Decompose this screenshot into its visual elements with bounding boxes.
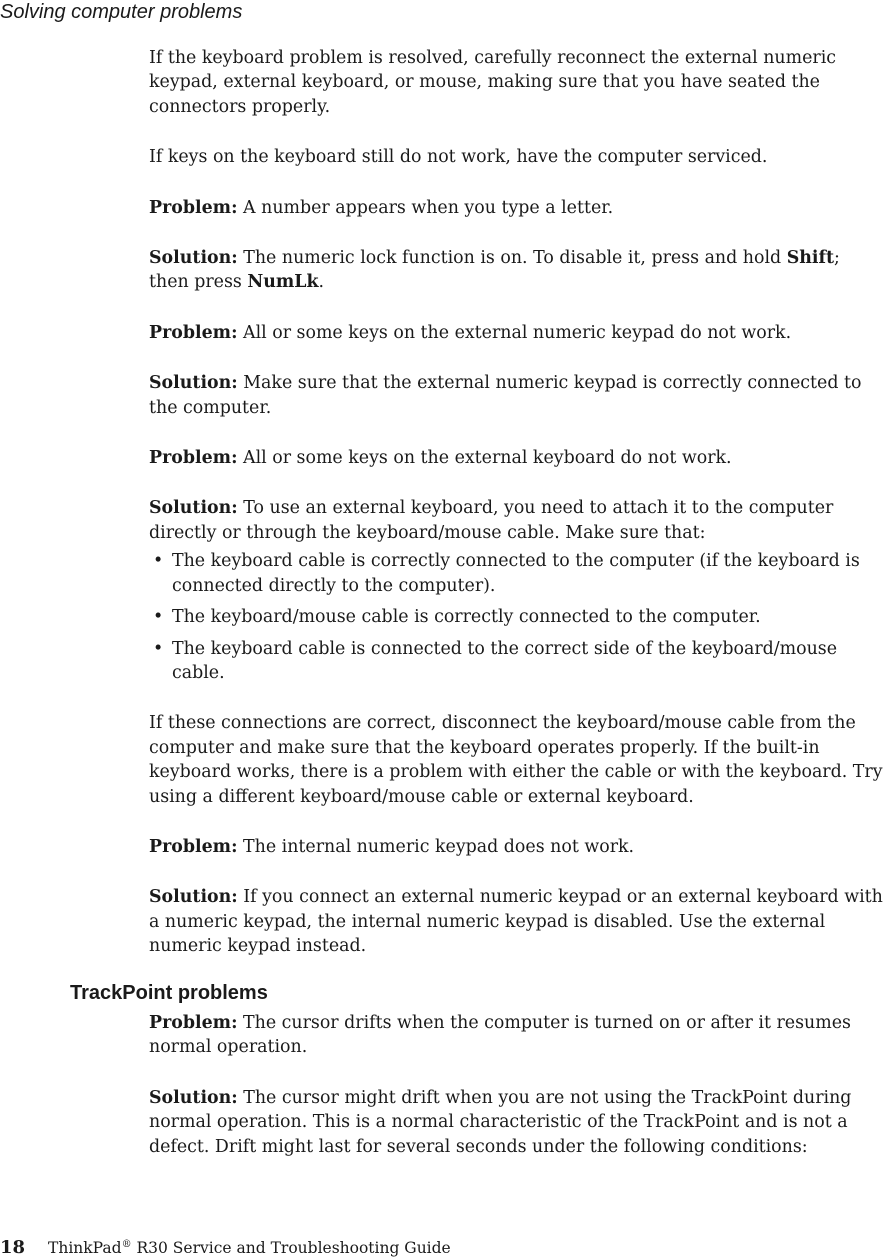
solution-external-keyboard xyxy=(149,496,884,545)
solution-numeric-lock xyxy=(149,246,884,295)
solution-label: Solution: xyxy=(149,887,238,908)
solution-text-c: . xyxy=(318,272,325,293)
page-footer xyxy=(0,1234,451,1259)
problem-text: The internal numeric keypad does not work. xyxy=(237,836,635,857)
paragraph-reconnect: If the keyboard problem is resolved, carefully reconnect the external numeric keypad, external keyboard, or mouse, making sure that you have seated the connectors properly. xyxy=(149,48,836,117)
problem-label: Problem: xyxy=(149,1013,238,1033)
bullet-icon: • xyxy=(153,607,164,628)
bullet-icon: • xyxy=(153,638,164,659)
problem-label: Problem: xyxy=(149,197,238,218)
footer-title xyxy=(48,1239,451,1257)
registered-mark: ® xyxy=(121,1239,132,1250)
problem-label: Problem: xyxy=(149,836,238,857)
problem-internal-keypad xyxy=(149,835,884,859)
problem-external-keyboard xyxy=(149,446,884,470)
solution-label: Solution: xyxy=(149,498,238,519)
list-item-text: The keyboard cable is correctly connected to the computer (if the keyboard is connected directly to the computer). xyxy=(172,551,860,596)
main-content xyxy=(149,46,884,959)
problem-number-appears xyxy=(149,196,884,220)
solution-cursor-drift xyxy=(149,1086,884,1159)
problem-cursor-drift xyxy=(149,1011,884,1060)
problem-label: Problem: xyxy=(149,322,238,343)
list-item xyxy=(149,637,884,686)
trackpoint-content xyxy=(149,1011,884,1159)
solution-text-a: The numeric lock function is on. To disable it, press and hold xyxy=(237,248,787,269)
problem-label: Problem: xyxy=(149,448,238,469)
page-number: 18 xyxy=(0,1237,26,1258)
bullet-list xyxy=(149,549,884,685)
problem-text: A number appears when you type a letter. xyxy=(237,197,614,218)
list-item xyxy=(149,549,884,598)
solution-text: To use an external keyboard, you need to attach it to the computer directly or through the keyboard/mouse cable. Make sure that: xyxy=(149,498,834,543)
problem-text: All or some keys on the external numeric keypad do not work. xyxy=(237,322,792,343)
solution-text: Make sure that the external numeric keypad is correctly connected to the computer. xyxy=(149,373,862,418)
list-item xyxy=(149,605,884,629)
paragraph-serviced: If keys on the keyboard still do not work, have the computer serviced. xyxy=(149,147,768,168)
solution-text-b: ; then press xyxy=(149,248,840,293)
solution-label: Solution: xyxy=(149,373,238,394)
key-numlk: NumLk xyxy=(247,272,319,293)
list-item-text: The keyboard/mouse cable is correctly connected to the computer. xyxy=(172,607,761,628)
key-shift: Shift xyxy=(786,248,835,269)
list-item-text: The keyboard cable is connected to the correct side of the keyboard/mouse cable. xyxy=(172,638,838,683)
paragraph-connections: If these connections are correct, disconnect the keyboard/mouse cable from the computer and make sure that the keyboard operates properly. If the built-in keyboard works, there is a problem with either the cable or with the keyboard. Try using a different keyboard/mouse cable or external keyboard. xyxy=(149,713,883,807)
solution-internal-keypad xyxy=(149,885,884,958)
running-head: Solving computer problems xyxy=(0,1,243,23)
bullet-icon: • xyxy=(153,551,164,572)
problem-text: All or some keys on the external keyboard do not work. xyxy=(237,448,732,469)
solution-text: If you connect an external numeric keypad or an external keyboard with a numeric keypad, the internal numeric keypad is disabled. Use the external numeric keypad instead. xyxy=(149,887,883,957)
solution-text: The cursor might drift when you are not using the TrackPoint during normal operation. This is a normal characteristic of the TrackPoint and is not a defect. Drift might last for several seconds under the following conditions: xyxy=(149,1087,852,1157)
footer-title-b: R30 Service and Troubleshooting Guide xyxy=(131,1239,451,1257)
problem-external-keypad xyxy=(149,321,884,345)
problem-text: The cursor drifts when the computer is turned on or after it resumes normal operation. xyxy=(149,1013,851,1058)
solution-label: Solution: xyxy=(149,248,238,269)
solution-label: Solution: xyxy=(149,1087,238,1108)
footer-title-a: ThinkPad xyxy=(48,1239,122,1257)
solution-keypad-connected xyxy=(149,371,884,420)
section-heading-trackpoint: TrackPoint problems xyxy=(70,982,268,1004)
